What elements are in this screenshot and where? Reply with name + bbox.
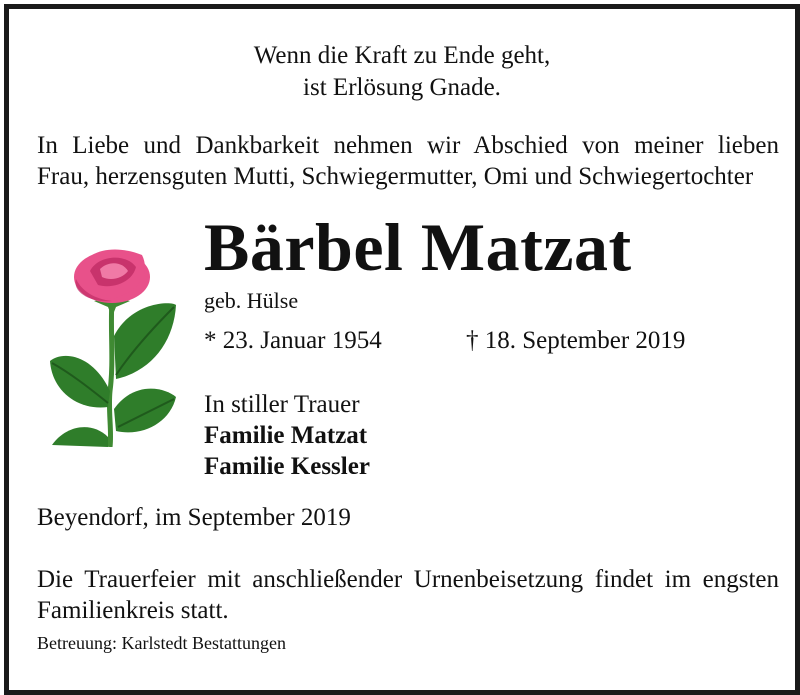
motto-line-1: Wenn die Kraft zu Ende geht, xyxy=(253,42,551,69)
place-date: Beyendorf, im September 2019 xyxy=(37,504,351,531)
rose-icon xyxy=(42,241,180,447)
ceremony-text xyxy=(37,564,779,626)
motto-line-2: ist Erlösung Gnade. xyxy=(303,74,501,101)
ceremony-line-2: Familienkreis statt. xyxy=(37,597,229,624)
born-name: geb. Hülse xyxy=(204,288,299,313)
family-1: Familie Matzat xyxy=(204,422,368,449)
mourning-intro: In stiller Trauer xyxy=(204,391,360,418)
death-date: † 18. September 2019 xyxy=(466,327,686,354)
birth-date: * 23. Januar 1954 xyxy=(204,327,382,354)
motto xyxy=(9,40,795,104)
ceremony-line-1: Die Trauerfeier mit anschließender Urnenbeisetzung findet im engsten xyxy=(37,566,779,593)
funeral-care-note: Betreuung: Karlstedt Bestattungen xyxy=(37,633,286,653)
deceased-name: Bärbel Matzat xyxy=(204,209,632,285)
intro-line-2: Frau, herzensguten Mutti, Schwiegermutter, Omi und Schwiegertochter xyxy=(37,163,754,190)
family-2: Familie Kessler xyxy=(204,453,370,480)
mourners xyxy=(204,389,370,482)
life-dates xyxy=(204,325,686,357)
intro-line-1: In Liebe und Dankbarkeit nehmen wir Abschied von meiner lieben xyxy=(37,132,779,159)
obituary-frame xyxy=(4,4,800,695)
intro-text xyxy=(37,130,779,192)
